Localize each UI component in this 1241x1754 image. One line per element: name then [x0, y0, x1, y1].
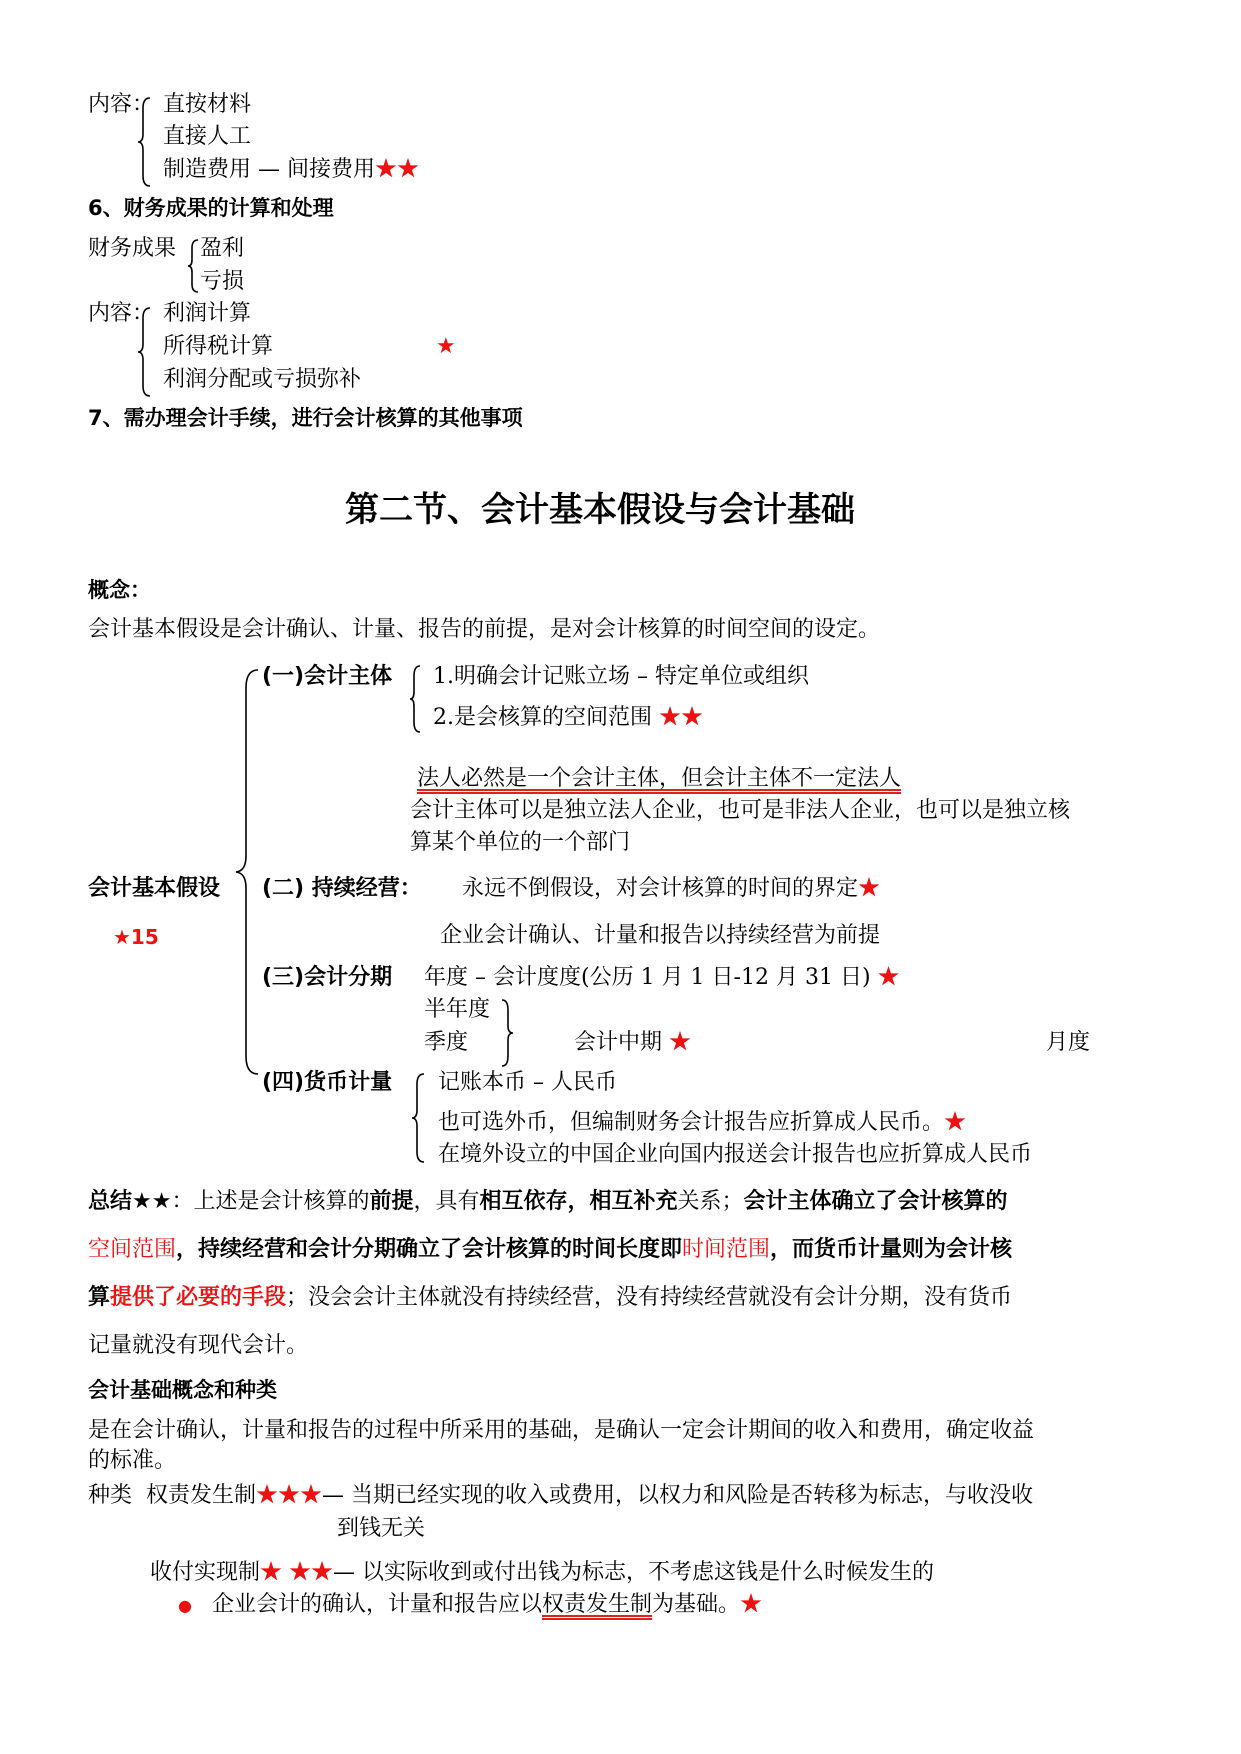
currency-item-2: 也可选外币，但编制财务会计报告应折算成人民币。★ [438, 1110, 967, 1135]
summary-line-2: 空间范围，持续经营和会计分期确立了会计核算的时间长度即时间范围，而货币计量则为会计核 [88, 1237, 1013, 1262]
accrual-name: 权责发生制 [146, 1483, 257, 1508]
currency-item-2-star: ★ [944, 1110, 967, 1135]
basis-heading: 会计基础概念和种类 [88, 1378, 277, 1402]
accrual-underlined: 权责发生制 [542, 1592, 653, 1617]
basis-def-line-1: 是在会计确认，计量和报告的过程中所采用的基础，是确认一定会计期间的收入和费用，确定收益 [88, 1418, 1035, 1443]
period-interim: 会计中期 ★ [574, 1030, 692, 1055]
currency-title: (四)货币计量 [262, 1070, 393, 1095]
financial-results-label: 财务成果 [88, 236, 177, 261]
accrual-stars: ★★★ [256, 1483, 323, 1508]
period-title: (三)会计分期 [262, 965, 393, 990]
basis-kinds-row-2: 收付实现制★ ★★— 以实际收到或付出钱为标志，不考虑这钱是什么时候发生的 [150, 1560, 935, 1585]
kinds-label: 种类 [88, 1483, 133, 1508]
currency-brace [412, 1072, 426, 1164]
costs-stars: ★★ [375, 157, 420, 182]
cash-star-2: ★★ [289, 1560, 334, 1585]
basis-bullet-text: 企业会计的确认，计量和报告应以权责发生制为基础。★ [212, 1592, 763, 1617]
period-month: 月度 [1046, 1030, 1091, 1055]
costs-label: 内容： [88, 92, 155, 117]
content2-brace [138, 306, 152, 398]
entity-item-2-stars: ★★ [659, 705, 704, 730]
period-year-star: ★ [877, 965, 900, 990]
assumptions-root-star: ★15 [113, 925, 159, 949]
period-interim-star: ★ [669, 1030, 692, 1055]
entity-title: (一)会计主体 [262, 664, 393, 689]
period-quarter: 季度 [424, 1030, 469, 1055]
content2-item-1: 利润计算 [163, 301, 252, 326]
going-concern-text: 永远不倒假设，对会计核算的时间的界定★ [462, 876, 881, 901]
summary-line-1: 总结★★：上述是会计核算的前提，具有相互依存，相互补充关系；会计主体确立了会计核算的 [88, 1189, 1008, 1214]
section-title: 第二节、会计基本假设与会计基础 [345, 490, 855, 530]
entity-note-line-2: 算某个单位的一个部门 [410, 830, 631, 855]
concept-text: 会计基本假设是会计确认、计量、报告的前提，是对会计核算的时间空间的设定。 [88, 617, 881, 642]
entity-note-line-1: 会计主体可以是独立法人企业，也可是非法人企业，也可以是独立核 [410, 798, 1071, 823]
costs-brace [138, 96, 152, 188]
content2-item-3: 利润分配或亏损弥补 [163, 367, 362, 392]
concept-label: 概念： [88, 578, 151, 602]
financial-results-brace [188, 238, 200, 294]
costs-item-3: 制造费用 — 间接费用★★ [163, 157, 420, 182]
heading-7: 7、需办理会计手续，进行会计核算的其他事项 [88, 406, 523, 430]
assumptions-brace [236, 668, 260, 1076]
financial-results-item-2: 亏损 [200, 269, 245, 294]
entity-item-2: 2.是会核算的空间范围 ★★ [433, 705, 704, 730]
heading-6: 6、财务成果的计算和处理 [88, 196, 334, 220]
assumptions-root-label: 会计基本假设 [88, 876, 221, 901]
entity-brace [410, 664, 422, 734]
going-concern-title: (二) 持续经营： [262, 876, 422, 901]
bullet-icon: ● [178, 1596, 192, 1615]
going-concern-note: 企业会计确认、计量和报告以持续经营为前提 [440, 923, 881, 948]
bullet-star: ★ [740, 1592, 763, 1617]
content2-label: 内容： [88, 301, 155, 326]
accrual-text-line-2: 到钱无关 [337, 1516, 426, 1541]
period-half: 半年度 [424, 997, 491, 1022]
costs-item-1: 直按材料 [163, 92, 252, 117]
costs-item-2: 直接人工 [163, 124, 252, 149]
currency-item-1: 记账本币 – 人民币 [438, 1070, 617, 1095]
period-right-brace [500, 998, 514, 1068]
basis-def-line-2: 的标准。 [88, 1448, 177, 1473]
cash-star-1: ★ [260, 1560, 283, 1585]
cash-name: 收付实现制 [150, 1560, 261, 1585]
basis-kinds-row-1: 种类 权责发生制★★★— 当期已经实现的收入或费用，以权力和风险是否转移为标志，与收没收 [88, 1483, 1034, 1508]
entity-item-1: 1.明确会计记账立场 – 特定单位或组织 [433, 664, 809, 689]
currency-item-3: 在境外设立的中国企业向国内报送会计报告也应折算成人民币 [438, 1142, 1033, 1167]
summary-line-4: 记量就没有现代会计。 [88, 1333, 309, 1358]
financial-results-item-1: 盈利 [200, 236, 245, 261]
content2-star: ★ [436, 334, 456, 359]
period-year: 年度 – 会计度度(公历 1 月 1 日-12 月 31 日) ★ [424, 965, 900, 990]
summary-label: 总结★★ [88, 1189, 172, 1214]
content2-item-2: 所得税计算 [163, 334, 274, 359]
entity-note-underlined: 法人必然是一个会计主体，但会计主体不一定法人 [417, 766, 902, 791]
going-concern-star: ★ [858, 876, 881, 901]
summary-line-3: 算提供了必要的手段；没会会计主体就没有持续经营，没有持续经营就没有会计分期，没有货币 [88, 1285, 1013, 1310]
